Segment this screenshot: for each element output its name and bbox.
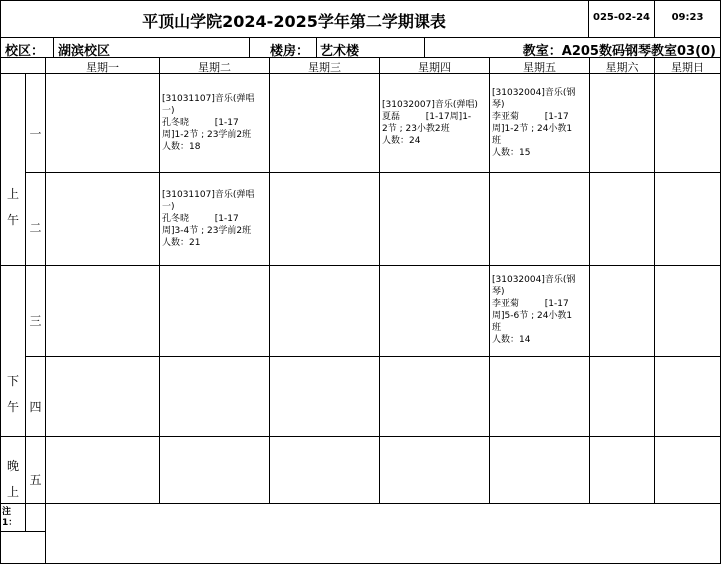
page-title: 平顶山学院2024-2025学年第二学期课表 bbox=[142, 12, 446, 31]
grid-line bbox=[0, 436, 721, 437]
period-5: 五 bbox=[29, 473, 42, 487]
grid-line bbox=[25, 356, 721, 357]
period-4: 四 bbox=[29, 400, 42, 414]
day-header-mon: 星期一 bbox=[86, 61, 119, 74]
grid-line bbox=[379, 57, 380, 504]
day-header-sat: 星期六 bbox=[605, 61, 639, 74]
grid-line bbox=[0, 531, 46, 532]
print-date: 025-02-24 bbox=[592, 12, 650, 23]
day-header-fri: 星期五 bbox=[523, 61, 556, 74]
day-header-sun: 星期日 bbox=[671, 61, 704, 74]
classroom-info: 教室：A205数码钢琴教室03(0) bbox=[522, 44, 716, 59]
day-header-thu: 星期四 bbox=[418, 61, 451, 74]
grid-line bbox=[0, 37, 721, 38]
period-3: 三 bbox=[29, 314, 42, 328]
grid-line bbox=[489, 57, 490, 504]
grid-line bbox=[654, 57, 655, 504]
course-cell-fri-p1: [31032004]音乐(钢 琴) 李亚菊 [1-17 周]1-2节 ; 24小教1 班 人数：15 bbox=[492, 88, 576, 158]
grid-line bbox=[159, 57, 160, 504]
building-label: 楼房： bbox=[270, 44, 310, 59]
session-afternoon: 下 午 bbox=[6, 374, 19, 414]
session-morning: 上 午 bbox=[6, 187, 19, 227]
session-evening: 晚 上 bbox=[6, 459, 19, 499]
grid-line bbox=[0, 503, 721, 504]
period-2: 二 bbox=[29, 221, 42, 235]
note-label: 注 1： bbox=[2, 507, 18, 528]
building-value: 艺术楼 bbox=[320, 44, 360, 59]
print-time: 09:23 bbox=[671, 12, 704, 23]
grid-line bbox=[45, 57, 46, 564]
grid-line bbox=[0, 0, 721, 1]
course-cell-thu-p1: [31032007]音乐(弹唱) 夏磊 [1-17周]1- 2节 ; 23小教2班 人数：24 bbox=[382, 100, 478, 146]
campus-label: 校区： bbox=[5, 44, 45, 59]
campus-value: 湖滨校区 bbox=[58, 44, 111, 59]
grid-line bbox=[0, 265, 721, 266]
grid-line bbox=[316, 37, 317, 58]
grid-line bbox=[589, 57, 590, 504]
grid-line bbox=[25, 172, 721, 173]
course-cell-tue-p2: [31031107]音乐(弹唱 一) 孔冬晓 [1-17 周]3-4节 ; 23学前2班 人数：21 bbox=[162, 190, 255, 248]
course-cell-fri-p3: [31032004]音乐(钢 琴) 李亚菊 [1-17 周]5-6节 ; 24小教1 班 人数：14 bbox=[492, 275, 576, 345]
day-header-tue: 星期二 bbox=[198, 61, 231, 74]
grid-line bbox=[53, 37, 54, 58]
grid-line bbox=[269, 57, 270, 504]
grid-line bbox=[424, 37, 425, 58]
course-cell-tue-p1: [31031107]音乐(弹唱 一) 孔冬晓 [1-17 周]1-2节 ; 23学前2班 人数：18 bbox=[162, 94, 255, 152]
grid-line bbox=[249, 37, 250, 58]
day-header-wed: 星期三 bbox=[308, 61, 341, 74]
period-1: 一 bbox=[29, 127, 42, 141]
